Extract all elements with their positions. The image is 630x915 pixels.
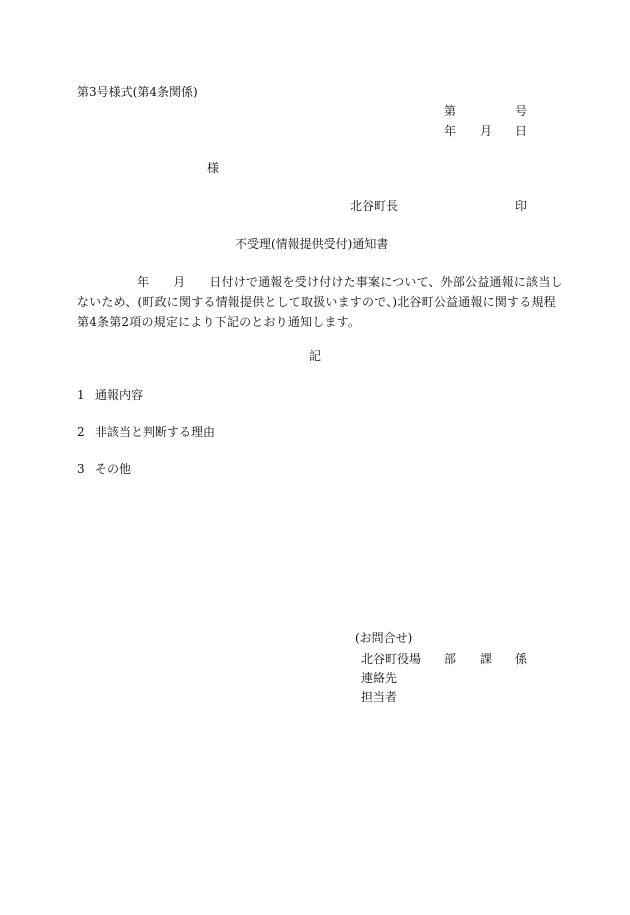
contact-office: 北谷町役場 — [361, 652, 422, 666]
number-suffix: 号 — [515, 104, 528, 118]
date-month: 月 — [480, 124, 493, 138]
item-text-1: 通報内容 — [95, 388, 144, 402]
body-line-3: 第4条第2項の規定により下記のとおり通知します。 — [77, 315, 361, 329]
contact-person-label: 担当者 — [361, 690, 398, 704]
contact-unit: 係 — [515, 652, 528, 666]
body-line-1 — [77, 272, 563, 292]
item-number-1: 1 — [77, 388, 85, 402]
contact-header: (お問合せ) — [355, 631, 413, 645]
form-identifier: 第3号様式(第4条関係) — [77, 85, 198, 99]
ki-heading: 記 — [309, 349, 322, 363]
body-year: 年 — [137, 275, 150, 289]
document-title: 不受理(情報提供受付)通知書 — [235, 237, 389, 251]
contact-phone-label: 連絡先 — [361, 671, 398, 685]
item-text-3: その他 — [95, 462, 132, 476]
contact-dept: 部 — [444, 652, 457, 666]
seal-mark: 印 — [515, 199, 528, 213]
date-day: 日 — [515, 124, 528, 138]
body-line-2: ないため、(町政に関する情報提供として取扱いますので、)北谷町公益通報に関する規程 — [77, 295, 556, 309]
body-paragraph — [77, 272, 563, 332]
item-number-3: 3 — [77, 462, 85, 476]
addressee-honorific: 様 — [207, 161, 220, 175]
date-year: 年 — [444, 124, 457, 138]
body-line-1-text: 日付けで通報を受け付けた事案について、外部公益通報に該当し — [209, 275, 563, 289]
body-month: 月 — [173, 275, 186, 289]
contact-section: 課 — [480, 652, 493, 666]
sender-title: 北谷町長 — [350, 199, 399, 213]
number-prefix: 第 — [444, 104, 457, 118]
item-text-2: 非該当と判断する理由 — [95, 425, 216, 439]
item-number-2: 2 — [77, 425, 85, 439]
